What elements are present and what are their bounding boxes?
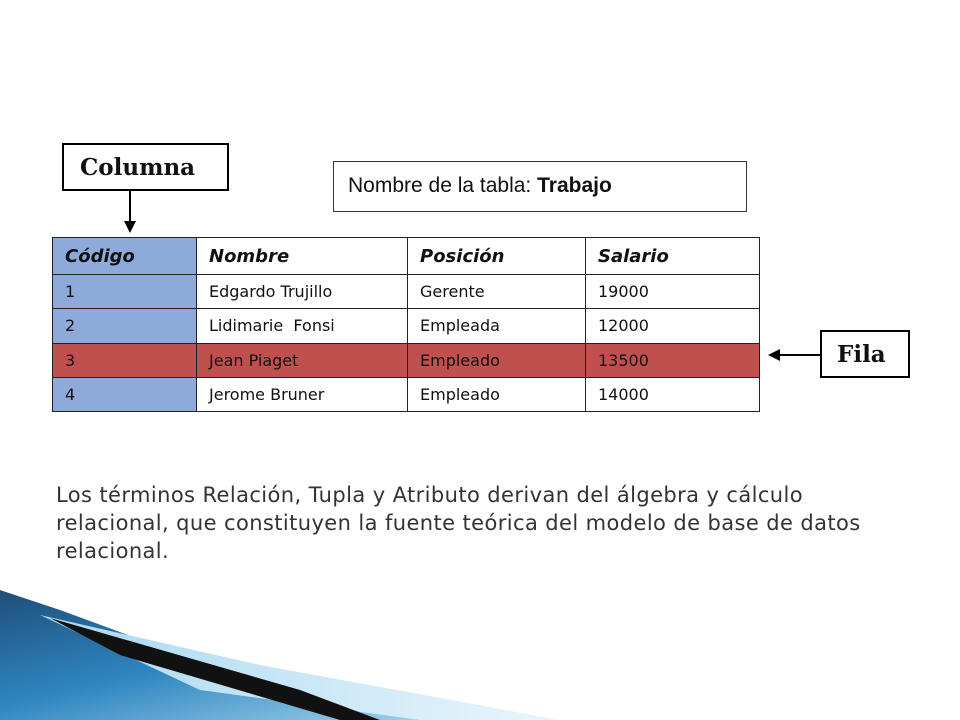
cell-posicion: Empleado — [408, 377, 586, 411]
table-header-row — [53, 238, 760, 275]
cell-nombre: Jean Piaget — [197, 343, 408, 377]
row-callout-label: Fila — [837, 341, 886, 368]
row-callout — [820, 330, 910, 378]
table-title-name: Trabajo — [537, 174, 612, 197]
column-callout-label: Columna — [80, 154, 196, 181]
body-paragraph: Los términos Relación, Tupla y Atributo derivan del álgebra y cálculo relacional, que constituyen la fuente teórica del modelo de base de datos relacional. — [56, 483, 861, 563]
row-arrow-icon — [768, 348, 820, 362]
cell-codigo: 1 — [53, 275, 197, 309]
table-title-box — [333, 161, 747, 212]
header-posicion: Posición — [408, 238, 586, 275]
header-nombre: Nombre — [197, 238, 408, 275]
cell-nombre: Edgardo Trujillo — [197, 275, 408, 309]
column-arrow-icon — [122, 191, 138, 235]
cell-salario: 13500 — [586, 343, 760, 377]
cell-salario: 19000 — [586, 275, 760, 309]
cell-codigo: 4 — [53, 377, 197, 411]
cell-posicion: Empleado — [408, 343, 586, 377]
column-callout — [62, 143, 229, 191]
table-row — [53, 377, 760, 411]
cell-salario: 14000 — [586, 377, 760, 411]
cell-codigo: 2 — [53, 309, 197, 343]
cell-posicion: Gerente — [408, 275, 586, 309]
cell-salario: 12000 — [586, 309, 760, 343]
header-codigo: Código — [53, 238, 197, 275]
cell-posicion: Empleada — [408, 309, 586, 343]
table-title-prefix: Nombre de la tabla: — [348, 174, 538, 197]
table-row — [53, 275, 760, 309]
cell-codigo: 3 — [53, 343, 197, 377]
table-row-highlighted — [53, 343, 760, 377]
cell-nombre: Lidimarie Fonsi — [197, 309, 408, 343]
table-row — [53, 309, 760, 343]
table-title — [348, 174, 612, 198]
cell-nombre: Jerome Bruner — [197, 377, 408, 411]
relational-table — [52, 237, 760, 412]
header-salario: Salario — [586, 238, 760, 275]
